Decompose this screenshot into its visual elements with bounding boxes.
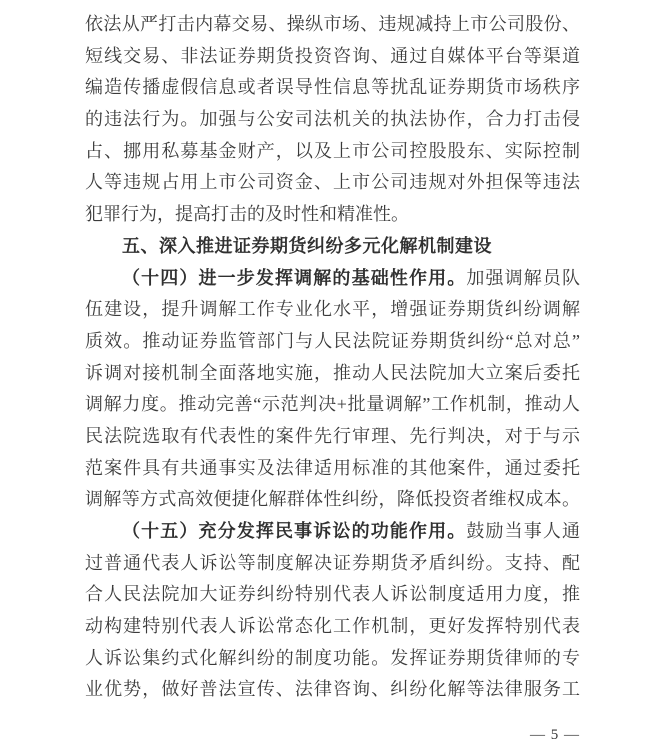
document-line: 占、挪用私募基金财产，以及上市公司控股股东、实际控制 xyxy=(85,140,580,161)
document-line: 范案件具有共通事实及法律适用标准的其他案件，通过委托 xyxy=(85,457,580,478)
document-line: 动构建特别代表人诉讼常态化工作机制，更好发挥特别代表 xyxy=(85,616,580,637)
document-line: 民法院选取有代表性的案件先行审理、先行判决，对于与示 xyxy=(85,425,580,446)
item14-lead-sentence: （十四）进一步发挥调解的基础性作用。 xyxy=(122,267,467,288)
document-text-block xyxy=(85,9,580,706)
document-line: 依法从严打击内幕交易、操纵市场、违规减持上市公司股份、 xyxy=(85,14,580,34)
document-line: 人诉讼集约式化解纠纷的制度功能。发挥证券期货律师的专 xyxy=(85,647,580,668)
document-line: 过普通代表人诉讼等制度解决证券期货矛盾纠纷。支持、配 xyxy=(85,552,580,573)
document-line: 调解力度。推动完善“示范判决+批量调解”工作机制，推动人 xyxy=(85,394,580,415)
item15-lead-sentence: （十五）充分发挥民事诉讼的功能作用。 xyxy=(122,521,467,541)
document-line: 短线交易、非法证券期货投资咨询、通过自媒体平台等渠道 xyxy=(85,45,580,66)
document-line xyxy=(85,516,580,548)
document-line: 人等违规占用上市公司资金、上市公司违规对外担保等违法 xyxy=(85,172,580,193)
document-line: 诉调对接机制全面落地实施，推动人民法院加大立案后委托 xyxy=(85,362,580,383)
document-line: 伍建设，提升调解工作专业化水平，增强证券期货纠纷调解 xyxy=(85,299,580,320)
document-line: 的违法行为。加强与公安司法机关的执法协作，合力打击侵 xyxy=(85,109,580,130)
document-line: 编造传播虚假信息或者误导性信息等扰乱证券期货市场秩序 xyxy=(85,77,580,98)
document-line xyxy=(85,263,580,295)
item15-line-rest: 鼓励当事人通 xyxy=(466,521,581,541)
document-line: 质效。推动证券监管部门与人民法院证券期货纠纷“总对总” xyxy=(85,330,580,351)
item14-line-rest: 加强调解员队 xyxy=(466,267,581,288)
document-line: 调解等方式高效便捷化解群体性纠纷，降低投资者维权成本。 xyxy=(85,489,580,510)
document-line: 合人民法院加大证券纠纷特别代表人诉讼制度适用力度，推 xyxy=(85,584,580,605)
section-heading: 五、深入推进证券期货纠纷多元化解机制建设 xyxy=(122,235,492,256)
document-line: 业优势，做好普法宣传、法律咨询、纠纷化解等法律服务工 xyxy=(85,679,580,700)
document-line: 犯罪行为，提高打击的及时性和精准性。 xyxy=(85,204,409,225)
page-number: — 5 — xyxy=(530,727,580,743)
